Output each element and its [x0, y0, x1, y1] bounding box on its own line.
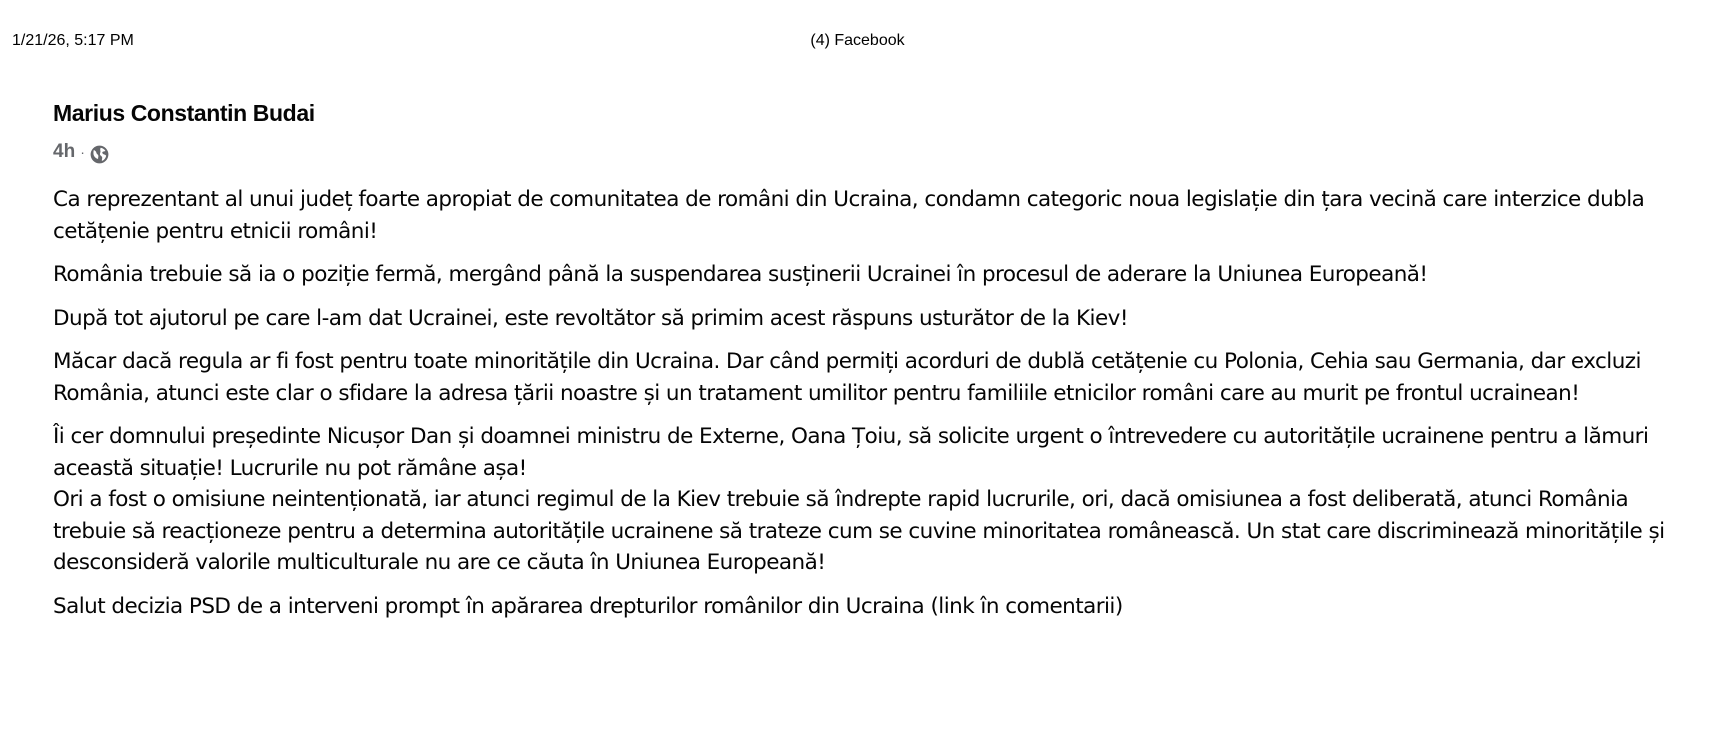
globe-icon[interactable] — [90, 145, 109, 164]
post-author-name[interactable]: Marius Constantin Budai — [53, 100, 315, 126]
print-date: 1/21/26, 5:17 PM — [12, 32, 134, 49]
post-body — [53, 184, 1673, 622]
post-meta — [53, 140, 1673, 164]
print-header — [0, 32, 1715, 52]
print-page-title: (4) Facebook — [810, 32, 905, 49]
post-paragraph: Ori a fost o omisiune neintenționată, iar atunci regimul de la Kiev trebuie să îndrepte rapid lucrurile, ori, dacă omisiunea a fost deliberată, atunci România trebuie să reacționeze pentru a determina autoritățile ucrainene să trateze cum se cuvine minoritatea românească. Un stat care discriminează minoritățile și desconsideră valorile multiculturale nu are ce căuta în Uniunea Europeană! — [53, 487, 1665, 575]
post-paragraph: România trebuie să ia o poziție fermă, mergând până la suspendarea susținerii Ucrainei în procesul de aderare la Uniunea Europeană! — [53, 262, 1428, 287]
post-paragraph: Măcar dacă regula ar fi fost pentru toate minoritățile din Ucraina. Dar când permiți acorduri de dublă cetățenie cu Polonia, Cehia sau Germania, dar excluzi România, atunci este clar o sfidare la adresa țării noastre și un tratament umilitor pentru familiile etnicilor români care au murit pe frontul ucrainean! — [53, 349, 1641, 406]
meta-separator: · — [80, 144, 85, 160]
post-header — [53, 98, 1673, 164]
post-paragraph: Salut decizia PSD de a interveni prompt în apărarea drepturilor românilor din Ucraina (link în comentarii) — [53, 593, 1123, 619]
post-paragraph: După tot ajutorul pe care l-am dat Ucrainei, este revoltător să primim acest răspuns usturător de la Kiev! — [53, 305, 1128, 331]
facebook-post — [53, 98, 1673, 634]
post-paragraph: Ca reprezentant al unui județ foarte apropiat de comunitatea de români din Ucraina, condamn categoric noua legislație din țara vecină care interzice dubla cetățenie pentru etnicii români! — [53, 187, 1645, 244]
post-paragraph: Îi cer domnului președinte Nicușor Dan și doamnei ministru de Externe, Oana Țoiu, să solicite urgent o întrevedere cu autoritățile ucrainene pentru a lămuri această situație! Lucrurile nu pot rămâne așa! — [53, 424, 1649, 481]
post-timestamp[interactable]: 4h — [53, 141, 76, 162]
